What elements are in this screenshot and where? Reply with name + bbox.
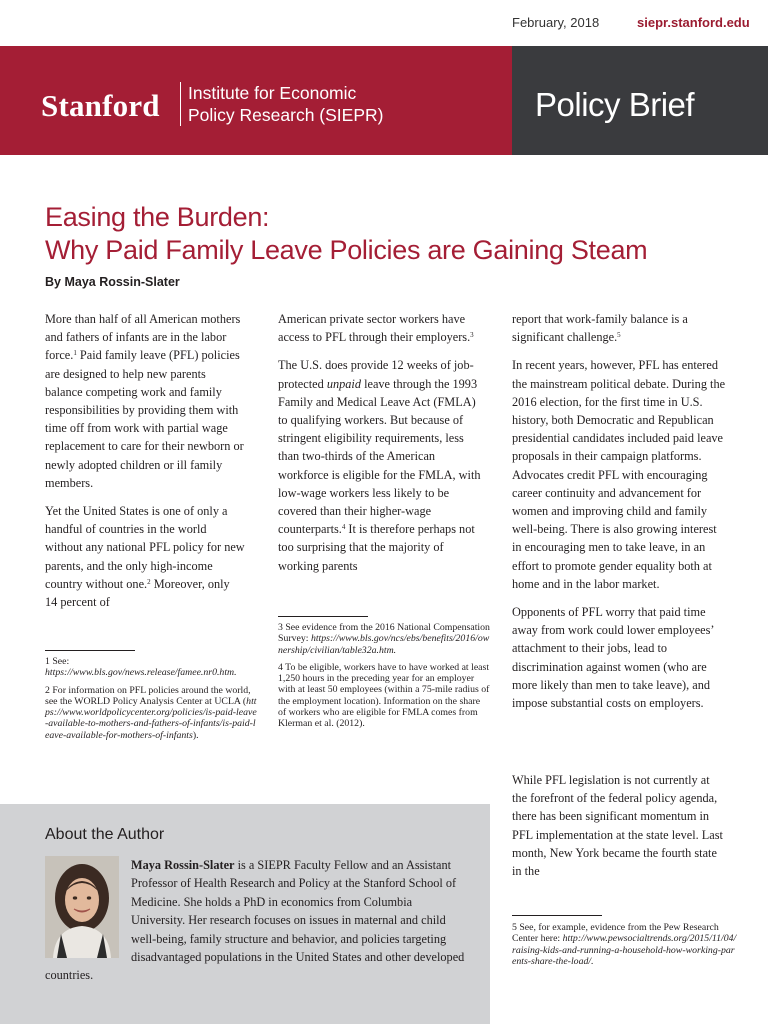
footnote-2: 2 For information on PFL policies around the world, see the WORLD Policy Analysis Center at UCLA (https://www.worldpolicycenter.org/policies/is-paid-leave-available-to-mothers-and-fathers-of-infants/is-paid-leave-available-for-mothers-of-infants).	[45, 684, 257, 741]
paragraph: While PFL legislation is not currently at the forefront of the federal policy agenda, there has been significant momentum in PFL implementation at the state level. Last month, New York became the fourth state in the	[512, 773, 723, 879]
stanford-logo: Stanford	[41, 88, 160, 123]
footnote-3: 3 See evidence from the 2016 National Compensation Survey: https://www.bls.gov/ncs/ebs/benefits/2016/ownership/civilian/table32a.htm.	[278, 622, 490, 656]
footnote-ref[interactable]: 1	[73, 349, 77, 358]
body-column-1	[45, 310, 245, 621]
body-column-2	[278, 310, 483, 585]
footnote-link[interactable]: http://www.pewsocialtrends.org/2015/11/04/raising-kids-and-running-a-household-how-working-parents-share-the-load/.	[512, 933, 737, 967]
footnote-rule	[45, 650, 135, 651]
document-type: Policy Brief	[535, 86, 695, 123]
body-column-3	[512, 310, 726, 722]
body-column-3-continued	[512, 771, 726, 890]
institute-line-1: Institute for Economic	[188, 83, 357, 103]
paragraph: More than half of all American mothers and fathers of infants are in the labor force.$^1$ Paid family leave (PFL) policies are designed to help new parents balance competing work and family responsibilities by providing them with time off from work with partial wage replacement to care for their newborn or newly adopted children or ill family members.	[45, 312, 244, 490]
footnote-ref[interactable]: 2	[147, 577, 151, 586]
footnotes-column-1	[45, 656, 257, 747]
paragraph: The U.S. does provide 12 weeks of job-protected unpaid leave through the 1993 Family and Medical Leave Act (FMLA) to qualifying workers. But because of stringent eligibility requirements, less than two-thirds of the American workforce is eligible for the FMLA, with low-wage workers less likely to be covered than their higher-wage counterparts.$^4$ It is therefore perhaps not too surprising that the majority of working parents	[278, 358, 481, 573]
footnote-link[interactable]: https://www.bls.gov/ncs/ebs/benefits/2016/ownership/civilian/table32a.htm.	[278, 633, 490, 656]
footnote-ref[interactable]: 3	[470, 331, 474, 340]
footnote-5: 5 See, for example, evidence from the Pew Research Center here: http://www.pewsocialtrends.org/2015/11/04/raising-kids-and-running-a-household-how-working-parents-share-the-load/.	[512, 922, 737, 967]
article-title	[45, 201, 647, 267]
byline: By Maya Rossin-Slater	[45, 275, 180, 289]
paragraph: In recent years, however, PFL has entered the mainstream political debate. During the 2016 election, for the first time in U.S. history, both Democratic and Republican presidential candidates included paid leave proposals in their campaign platforms. Advocates credit PFL with encouraging career continuity and advancement for women and improving child and family well-being. There is also growing interest in encouraging men to take leave, in an effort to promote gender equality both at home and in the labor market.	[512, 358, 726, 591]
footnote-link[interactable]: https://www.bls.gov/news.release/famee.nr0.htm.	[45, 667, 237, 679]
footnote-rule	[512, 915, 602, 916]
paragraph: Yet the United States is one of only a handful of countries in the world without any national PFL policy for new parents, and the only high-income country without one.$^2$ Moreover, only 14 percent of	[45, 504, 245, 610]
footnote-link[interactable]: https://www.worldpolicycenter.org/policies/is-paid-leave-available-to-mothers-and-fathers-of-infants/is-paid-leave-available-for-mothers-of-infants	[45, 695, 257, 741]
footnotes-column-3	[512, 922, 738, 973]
footnote-4: 4 To be eligible, workers have to have worked at least 1,250 hours in the preceding year for an employer with at least 50 employees (within a 75-mile radius of the employment location). Information on the share of workers who are eligible for FMLA comes from Klerman et al. (2012).	[278, 661, 490, 730]
institute-name	[188, 82, 383, 126]
footnotes-column-2	[278, 622, 490, 736]
paragraph: report that work-family balance is a significant challenge.$^5$	[512, 312, 688, 345]
paragraph: American private sector workers have access to PFL through their employers.$^3$	[278, 312, 474, 345]
title-line-2: Why Paid Family Leave Policies are Gaining Steam	[45, 235, 648, 265]
website-link[interactable]: siepr.stanford.edu	[637, 15, 750, 30]
header-banner	[0, 46, 768, 155]
publication-date: February, 2018	[512, 15, 600, 30]
author-name: Maya Rossin-Slater	[131, 858, 235, 872]
title-line-1: Easing the Burden:	[45, 202, 270, 232]
footnote-rule	[278, 616, 368, 617]
about-author-heading: About the Author	[45, 826, 165, 843]
footnote-ref[interactable]: 5	[617, 331, 621, 340]
emphasis: unpaid	[326, 376, 361, 391]
institute-line-2: Policy Research (SIEPR)	[188, 105, 384, 125]
footnote-ref[interactable]: 4	[341, 523, 346, 532]
footnote-1: 1 See: https://www.bls.gov/news.release/famee.nr0.htm.	[45, 656, 237, 679]
logo-divider	[180, 82, 181, 126]
author-bio: Maya Rossin-Slater is a SIEPR Faculty Fellow and an Assistant Professor of Health Research and Policy at the Stanford School of Medicine. She holds a PhD in economics from Columbia University. Her research focuses on issues in maternal and child well-being, family structure and behavior, and policies targeting disadvantaged populations in the United States and other developed countries.	[45, 858, 465, 983]
paragraph: Opponents of PFL worry that paid time away from work could lower employees’ attachment to their jobs, lead to discrimination against women (who are more likely than men to take leave), and impose substantial costs on employers.	[512, 605, 714, 711]
top-bar	[0, 0, 768, 46]
